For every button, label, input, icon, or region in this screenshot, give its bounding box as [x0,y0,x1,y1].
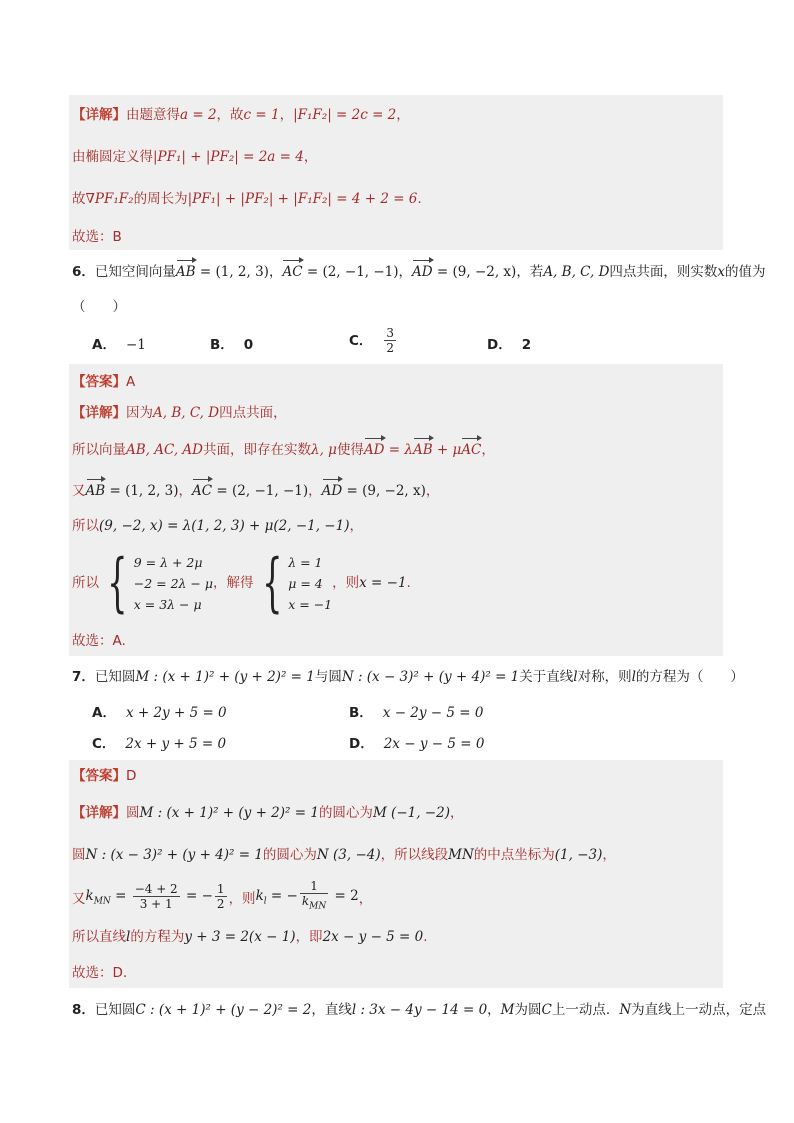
q5-final-answer: 故选：B [72,229,122,245]
system-solution: { λ = 1 μ = 4 x = −1 [261,546,333,620]
q6-equation-system: 所以 { 9 = λ + 2μ −2 = 2λ − μ x = 3λ − μ ，解得 { λ = 1 μ = 4 x = −1 ，则x = −1. [72,546,411,620]
q6-answer: 【答案】A [72,374,136,390]
q7-option-d[interactable]: D． 2x − y − 5 = 0 [349,736,485,752]
q6-detail-line-3: 又AB = (1, 2, 3)，AC = (2, −1, −1)，AD = (9, −2, x)， [72,483,440,499]
q6-stem-line-1: 6．已知空间向量AB = (1, 2, 3)，AC = (2, −1, −1)，AD = (9, −2, x)，若A, B, C, D四点共面，则实数x的值为 [72,264,766,280]
q6-detail-line-2: 所以向量AB, AC, AD共面，即存在实数λ, μ使得AD = λAB + μAC， [72,442,495,458]
q5-detail-line-1: 【详解】由题意得a = 2，故c = 1，|F₁F₂| = 2c = 2， [72,107,410,123]
fraction: $\frac{-4 + 2}{3 + 1}$ [134,882,178,911]
q7-detail-line-4: 所以直线l的方程为y + 3 = 2(x − 1)，即2x − y − 5 = 0. [72,929,428,945]
fraction: $\frac{1}{k_{MN}}$ [301,879,327,912]
q7-option-b[interactable]: B． x − 2y − 5 = 0 [349,705,484,721]
q6-stem-line-2: （ ） [72,299,126,315]
fraction: $\frac{1}{2}$ [216,882,225,911]
q6-detail-line-4: 所以(9, −2, x) = λ(1, 2, 3) + μ(2, −1, −1)， [72,518,363,534]
q7-final-answer: 故选：D. [72,965,128,981]
q6-option-c[interactable]: C． $\frac{3}{2}$ [349,326,395,355]
q7-answer: 【答案】D [72,768,137,784]
q6-detail-line-1: 【详解】因为A, B, C, D四点共面， [72,405,287,421]
q6-option-b[interactable]: B． 0 [210,337,254,353]
answer-band-q7 [69,760,723,988]
q6-option-d[interactable]: D． 2 [487,337,532,353]
q7-stem: 7．已知圆M : (x + 1)² + (y + 2)² = 1与圆N : (x − 3)² + (y + 4)² = 1关于直线l对称，则l的方程为（ ） [72,669,744,685]
q5-detail-line-2: 由椭圆定义得|PF₁| + |PF₂| = 2a = 4， [72,149,318,165]
q5-detail-line-3: 故∇PF₁F₂的周长为|PF₁| + |PF₂| + |F₁F₂| = 4 + 2 = 6. [72,191,422,207]
q7-detail-line-2: 圆N : (x − 3)² + (y + 4)² = 1的圆心为N (3, −4)，所以线段MN的中点坐标为(1, −3)， [72,847,616,863]
q6-final-answer: 故选：A. [72,633,126,649]
q7-detail-line-1: 【详解】圆M : (x + 1)² + (y + 2)² = 1的圆心为M (−1, −2)， [72,805,464,821]
q7-detail-line-3: 又$k_{MN}$ = $\frac{-4 + 2}{3 + 1}$ = − $\frac{1}{2}$ ，则$k_l$ = − $\frac{1}{k_{MN}}$ = 2， [72,879,373,912]
q6-option-a[interactable]: A． −1 [92,337,146,353]
detail-tag: 【详解】 [72,107,126,123]
q7-option-c[interactable]: C． 2x + y + 5 = 0 [92,736,227,752]
system-of-equations: { 9 = λ + 2μ −2 = 2λ − μ x = 3λ − μ [107,546,213,620]
q8-stem: 8．已知圆C : (x + 1)² + (y − 2)² = 2，直线l : 3x − 4y − 14 = 0，M为圆C上一动点．N为直线上一动点，定点 [72,1002,767,1018]
q7-option-a[interactable]: A． x + 2y + 5 = 0 [92,705,227,721]
question-number: 6． [72,264,95,280]
